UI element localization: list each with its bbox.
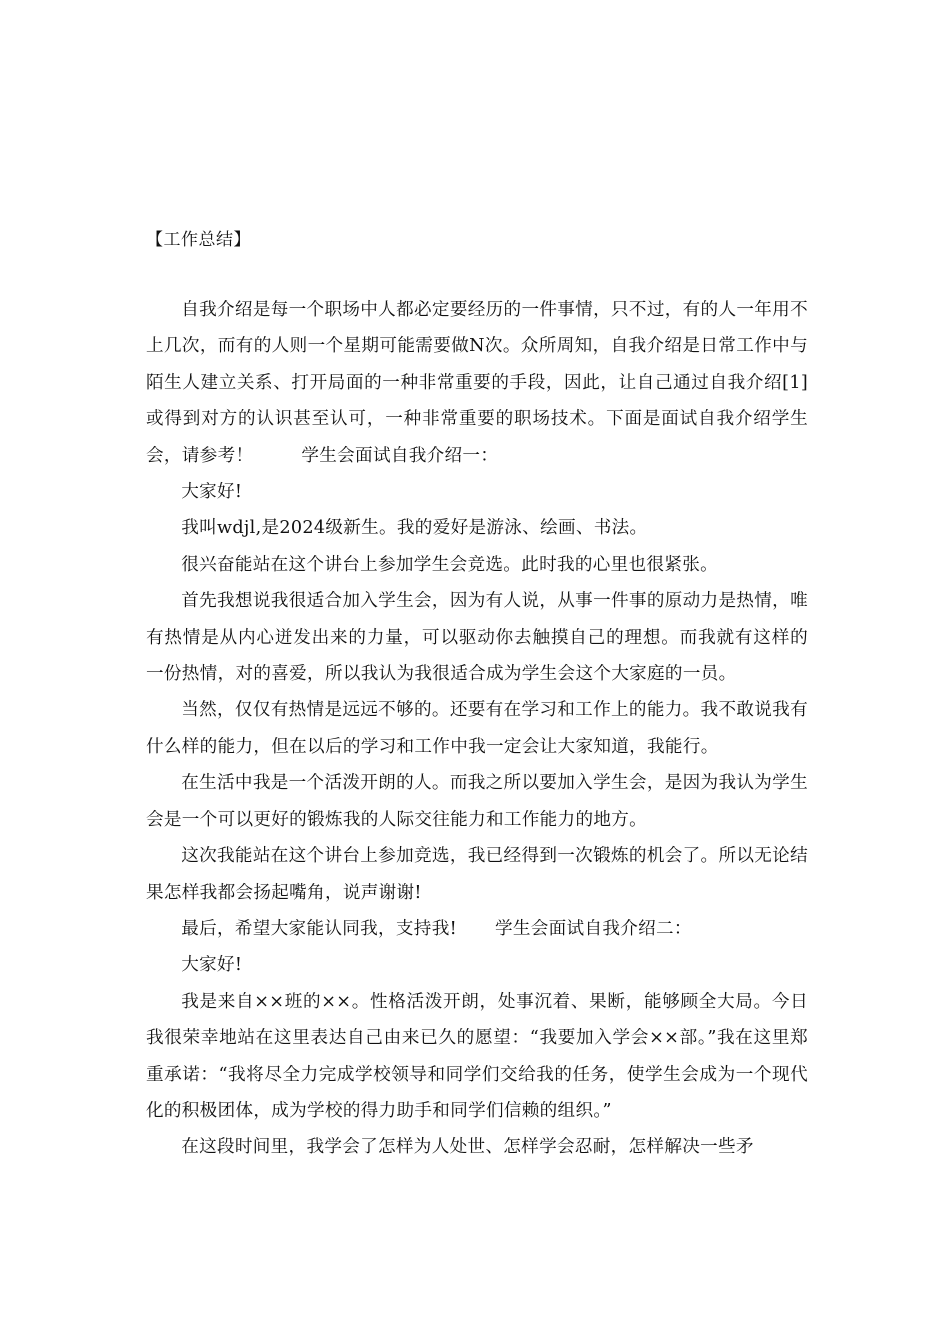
intro-text: 自我介绍是每一个职场中人都必定要经历的一件事情，只不过，有的人一年用不上几次，而有的人则一个星期可能需要做N次。众所周知，自我介绍是日常工作中与陌生人建立关系、打开局面的一种非常重要的手段，因此，让自己通过自我介绍[1]或得到对方的认识甚至认可，一种非常重要的职场技术。下面是面试自我介绍学生会，请参考！ <box>146 300 808 466</box>
closing-paragraph <box>146 911 808 947</box>
greeting-two-paragraph: 大家好! <box>181 955 243 976</box>
intro-two-paragraph: 我是来自××班的××。性格活泼开朗，处事沉着、果断，能够顾全大局。今日我很荣幸地站在这里表达自己由来已久的愿望：“我要加入学会××部。”我在这里郑重承诺：“我将尽全力完成学校领导和同学们交给我的任务，使学生会成为一个现代化的积极团体，成为学校的得力助手和同学们信赖的组织。” <box>146 991 808 1121</box>
section-two-title: 学生会面试自我介绍二： <box>494 918 692 939</box>
passion-paragraph: 首先我想说我很适合加入学生会，因为有人说，从事一件事的原动力是热情，唯有热情是从内心迸发出来的力量，可以驱动你去触摸自己的理想。而我就有这样的一份热情，对的喜爱，所以我认为我很适合成为学生会这个大家庭的一员。 <box>146 591 808 685</box>
life-paragraph: 在生活中我是一个活泼开朗的人。而我之所以要加入学生会，是因为我认为学生会是一个可以更好的锻炼我的人际交往能力和工作能力的地方。 <box>146 773 808 830</box>
excited-paragraph: 很兴奋能站在这个讲台上参加学生会竞选。此时我的心里也很紧张。 <box>181 554 719 575</box>
document-body <box>146 292 808 1166</box>
ability-paragraph: 当然，仅仅有热情是远远不够的。还要有在学习和工作上的能力。我不敢说我有什么样的能力，但在以后的学习和工作中我一定会让大家知道，我能行。 <box>146 700 808 757</box>
chance-paragraph: 这次我能站在这个讲台上参加竞选，我已经得到一次锻炼的机会了。所以无论结果怎样我都会扬起嘴角，说声谢谢! <box>146 846 808 903</box>
document-heading: 【工作总结】 <box>146 230 251 250</box>
greeting-paragraph: 大家好! <box>181 482 243 503</box>
name-paragraph: 我叫wdjl,是2024级新生。我的爱好是游泳、绘画、书法。 <box>181 518 648 539</box>
section-one-title: 学生会面试自我介绍一： <box>301 445 499 466</box>
closing-text: 最后，希望大家能认同我，支持我! <box>181 918 457 939</box>
time-paragraph: 在这段时间里，我学会了怎样为人处世、怎样学会忍耐，怎样解决一些矛 <box>181 1137 754 1158</box>
intro-paragraph <box>146 292 808 474</box>
